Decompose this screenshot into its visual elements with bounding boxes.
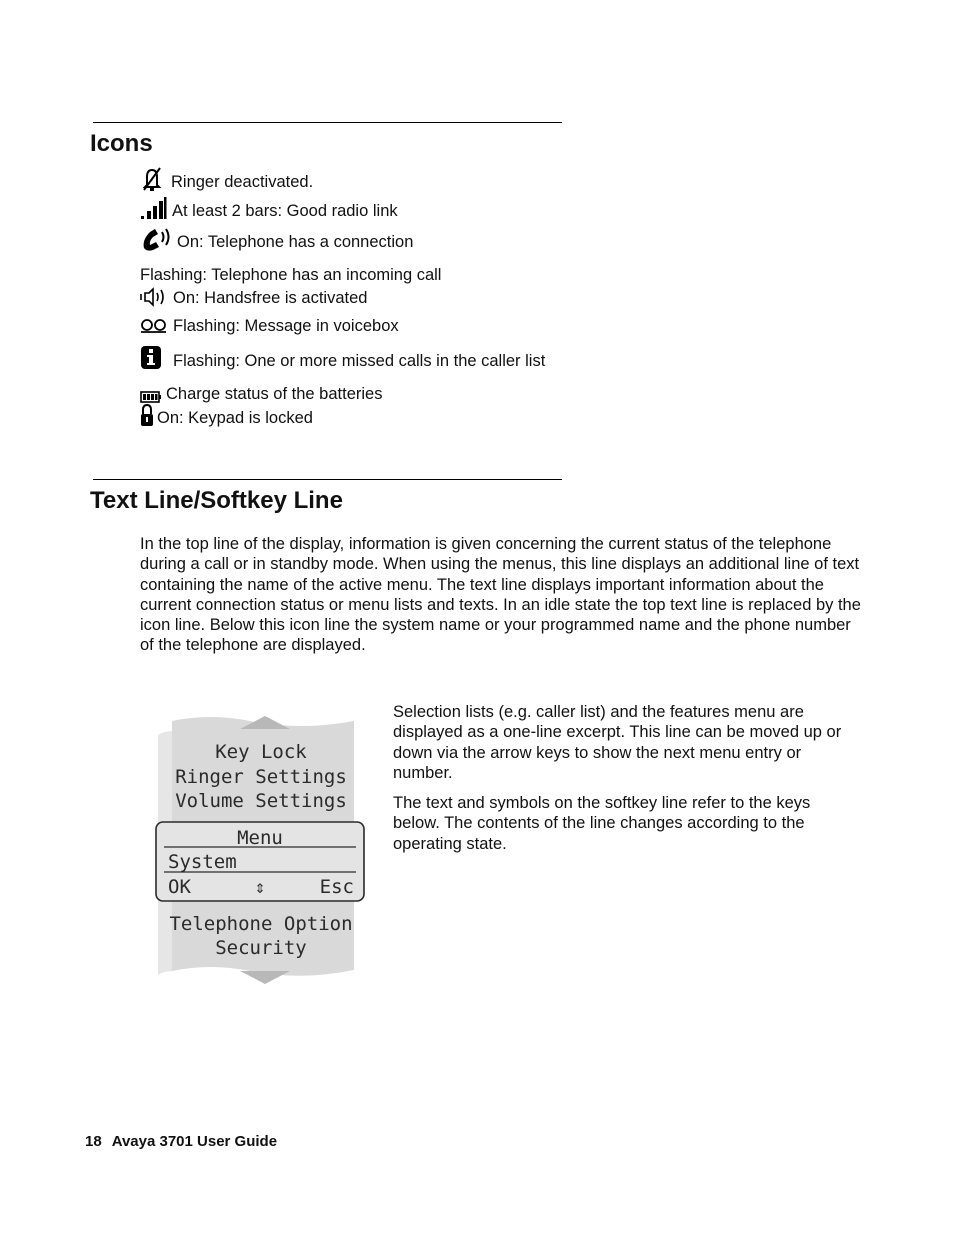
- menu-item: Security: [215, 937, 307, 959]
- battery-icon: [140, 390, 162, 404]
- section-divider-text-line: [93, 479, 562, 480]
- voicebox-icon: [140, 316, 168, 336]
- icon-item-label: Flashing: Message in voicebox: [173, 317, 399, 335]
- icon-item-connection: [140, 226, 413, 252]
- page-number: 18: [85, 1133, 102, 1150]
- icon-item-label: On: Handsfree is activated: [173, 289, 368, 307]
- icon-item-ringer: [140, 166, 313, 192]
- icon-item-battery: [140, 384, 382, 404]
- signal-bars-icon: [140, 196, 167, 221]
- menu-item: Ringer Settings: [175, 766, 347, 788]
- info-icon: [140, 345, 164, 371]
- menu-item: Telephone Option: [169, 913, 353, 935]
- icon-item-label: On: Telephone has a connection: [177, 233, 414, 251]
- menu-item: Volume Settings: [175, 790, 347, 812]
- guide-title: Avaya 3701 User Guide: [111, 1133, 278, 1150]
- softkey-scroll-arrows[interactable]: ⇕: [254, 877, 266, 898]
- handsfree-icon: [140, 286, 168, 308]
- icon-item-voicebox: [140, 316, 399, 336]
- ringer-off-icon: [140, 166, 164, 192]
- text-line-paragraph: In the top line of the display, information is given concerning the current status of the telephone during a call or in standby mode. When using the menus, this line displays an additional line of text containing the name of the active menu. The text line displays important information about the current connection status or menu lists and texts. In an idle state the top text line is replaced by the icon line. Below this icon line the system name or your programmed name and the phone number of the telephone are displayed.: [140, 535, 861, 655]
- softkey-ok[interactable]: OK: [168, 876, 191, 898]
- selection-lists-paragraph: Selection lists (e.g. caller list) and the features menu are displayed as a one-line excerpt. This line can be moved up or down via the arrow keys to show the next menu entry or number.: [393, 703, 842, 782]
- text-line-heading: Text Line/Softkey Line: [90, 487, 343, 514]
- icon-item-label: Flashing: One or more missed calls in the caller list: [173, 352, 546, 370]
- icon-item-missed-calls: [140, 345, 545, 371]
- phone-connection-icon: [140, 226, 174, 252]
- icon-item-signal: [140, 196, 398, 221]
- page-footer: [85, 1133, 287, 1150]
- icons-heading: Icons: [90, 130, 153, 157]
- icon-item-label: Charge status of the batteries: [166, 385, 383, 403]
- selected-menu-item: System: [168, 851, 237, 873]
- icon-item-keypad-lock: [140, 404, 313, 428]
- icon-item-incoming: [140, 265, 441, 285]
- menu-item: Key Lock: [215, 741, 307, 763]
- phone-display-illustration: [150, 713, 372, 988]
- icon-item-handsfree: [140, 286, 367, 308]
- softkey-esc[interactable]: Esc: [319, 876, 354, 898]
- display-svg: [150, 713, 372, 988]
- icon-item-label: On: Keypad is locked: [157, 409, 313, 427]
- icon-item-label: At least 2 bars: Good radio link: [172, 202, 398, 220]
- softkey-line-paragraph: The text and symbols on the softkey line refer to the keys below. The contents of the line changes according to the operating state.: [393, 794, 811, 853]
- icon-item-label: Ringer deactivated.: [171, 173, 314, 191]
- menu-title: Menu: [237, 827, 283, 849]
- scroll-down-arrow: [240, 971, 290, 984]
- section-divider-icons: [93, 122, 562, 123]
- keypad-lock-icon: [140, 404, 154, 428]
- icon-item-label: Flashing: Telephone has an incoming call: [140, 266, 442, 284]
